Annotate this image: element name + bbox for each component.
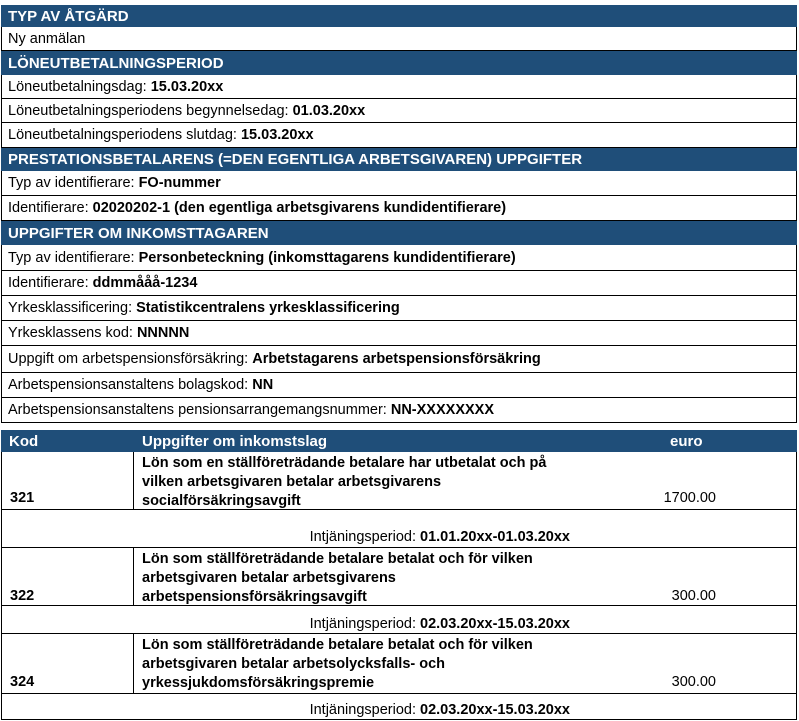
period-value: 01.01.20xx-01.03.20xx — [420, 529, 570, 545]
section-title-period: LÖNEUTBETALNINGSPERIOD — [8, 54, 224, 72]
section-header-earner — [1, 221, 797, 245]
payer-id-label: Identifierare: — [8, 200, 93, 216]
occupation-label: Yrkesklassificering: — [8, 300, 137, 316]
period-end-label: Löneutbetalningsperiodens slutdag: — [8, 127, 241, 143]
period-end-row — [1, 123, 797, 148]
earner-id-type-value: Personbeteckning (inkomsttagarens kundidentifierare) — [138, 249, 516, 266]
income-amount: 300.00 — [671, 674, 716, 690]
pension-label: Uppgift om arbetspensionsförsäkring: — [8, 351, 253, 367]
payment-day-value: 15.03.20xx — [150, 78, 224, 95]
income-code: 324 — [10, 674, 35, 690]
period-label: Intjäningsperiod: — [309, 702, 421, 718]
arrangement-row — [1, 398, 797, 423]
income-period — [310, 702, 570, 718]
table-row-amount-cell — [578, 548, 797, 606]
period-label: Intjäningsperiod: — [309, 529, 421, 545]
table-row-code-cell — [1, 548, 134, 606]
income-code: 321 — [10, 490, 35, 506]
arrangement-value: NN-XXXXXXXX — [390, 402, 495, 418]
company-code-label: Arbetspensionsanstaltens bolagskod: — [8, 377, 253, 393]
table-row-amount-cell — [578, 634, 797, 694]
income-code: 322 — [10, 588, 35, 604]
payer-id-type-label: Typ av identifierare: — [8, 175, 139, 191]
pension-row — [1, 346, 797, 373]
income-period — [310, 616, 570, 632]
table-row-description-cell — [133, 634, 579, 694]
table-row-period — [1, 694, 797, 720]
occupation-code-value: NNNNN — [136, 325, 190, 341]
section-title-earner: UPPGIFTER OM INKOMSTTAGAREN — [8, 224, 269, 242]
section-title-payer: PRESTATIONSBETALARENS (=DEN EGENTLIGA ARBETSGIVAREN) UPPGIFTER — [8, 151, 583, 168]
payer-id-type-row — [1, 171, 797, 196]
occupation-row — [1, 296, 797, 321]
period-start-value: 01.03.20xx — [292, 102, 366, 119]
section-title-action: TYP AV ÅTGÄRD — [8, 7, 129, 25]
table-row-period — [1, 606, 797, 634]
table-row-description-cell — [133, 548, 579, 606]
period-value: 02.03.20xx-15.03.20xx — [420, 616, 570, 632]
income-description: Lön som ställföreträdande betalare betalat och för vilken arbetsgivaren betalar arbetsgivarens arbetspensionsförsäkringsavgift — [142, 551, 533, 605]
income-period — [310, 529, 570, 545]
company-code-row — [1, 373, 797, 398]
occupation-value: Statistikcentralens yrkesklassificering — [136, 300, 400, 316]
earner-id-type-row — [1, 245, 797, 271]
period-start-row — [1, 99, 797, 123]
payer-id-value: 02020202-1 (den egentliga arbetsgivarens kundidentifierare) — [92, 200, 507, 216]
action-value: Ny anmälan — [8, 30, 86, 47]
section-header-payer — [1, 148, 797, 171]
earner-id-row — [1, 271, 797, 296]
occupation-code-row — [1, 321, 797, 346]
period-start-label: Löneutbetalningsperiodens begynnelsedag: — [8, 102, 293, 119]
period-label: Intjäningsperiod: — [309, 616, 421, 632]
payment-day-label: Löneutbetalningsdag: — [8, 78, 151, 95]
payer-id-row — [1, 196, 797, 221]
income-amount: 1700.00 — [663, 490, 716, 506]
income-description: Lön som ställföreträdande betalare betalat och för vilken arbetsgivaren betalar arbetsolycksfalls- och yrkessjukdomsförsäkringspremie — [142, 637, 533, 691]
earner-id-value: ddmmååå-1234 — [92, 275, 198, 291]
header-amount: euro — [670, 433, 703, 450]
earner-id-type-label: Typ av identifierare: — [8, 249, 139, 266]
table-row-amount-cell — [578, 452, 797, 510]
income-table-header — [1, 430, 797, 452]
occupation-code-label: Yrkesklassens kod: — [8, 325, 137, 341]
section-header-period — [1, 51, 797, 75]
income-amount: 300.00 — [671, 588, 716, 604]
pension-value: Arbetstagarens arbetspensionsförsäkring — [252, 351, 541, 367]
payment-day-row — [1, 75, 797, 99]
table-row-period — [1, 510, 797, 548]
section-header-action — [1, 5, 797, 27]
table-row-description-cell — [133, 452, 579, 510]
header-code: Kod — [9, 433, 39, 450]
table-row-code-cell — [1, 634, 134, 694]
earner-id-label: Identifierare: — [8, 275, 93, 291]
income-description: Lön som en ställföreträdande betalare har utbetalat och på vilken arbetsgivaren betalar arbetsgivarens socialförsäkringsavgift — [142, 455, 547, 509]
arrangement-label: Arbetspensionsanstaltens pensionsarrangemangsnummer: — [8, 402, 391, 418]
period-end-value: 15.03.20xx — [240, 127, 314, 143]
period-value: 02.03.20xx-15.03.20xx — [420, 702, 570, 718]
company-code-value: NN — [252, 377, 274, 393]
table-row-code-cell — [1, 452, 134, 510]
payer-id-type-value: FO-nummer — [138, 175, 221, 191]
header-description: Uppgifter om inkomstslag — [142, 433, 328, 450]
action-row — [1, 27, 797, 51]
